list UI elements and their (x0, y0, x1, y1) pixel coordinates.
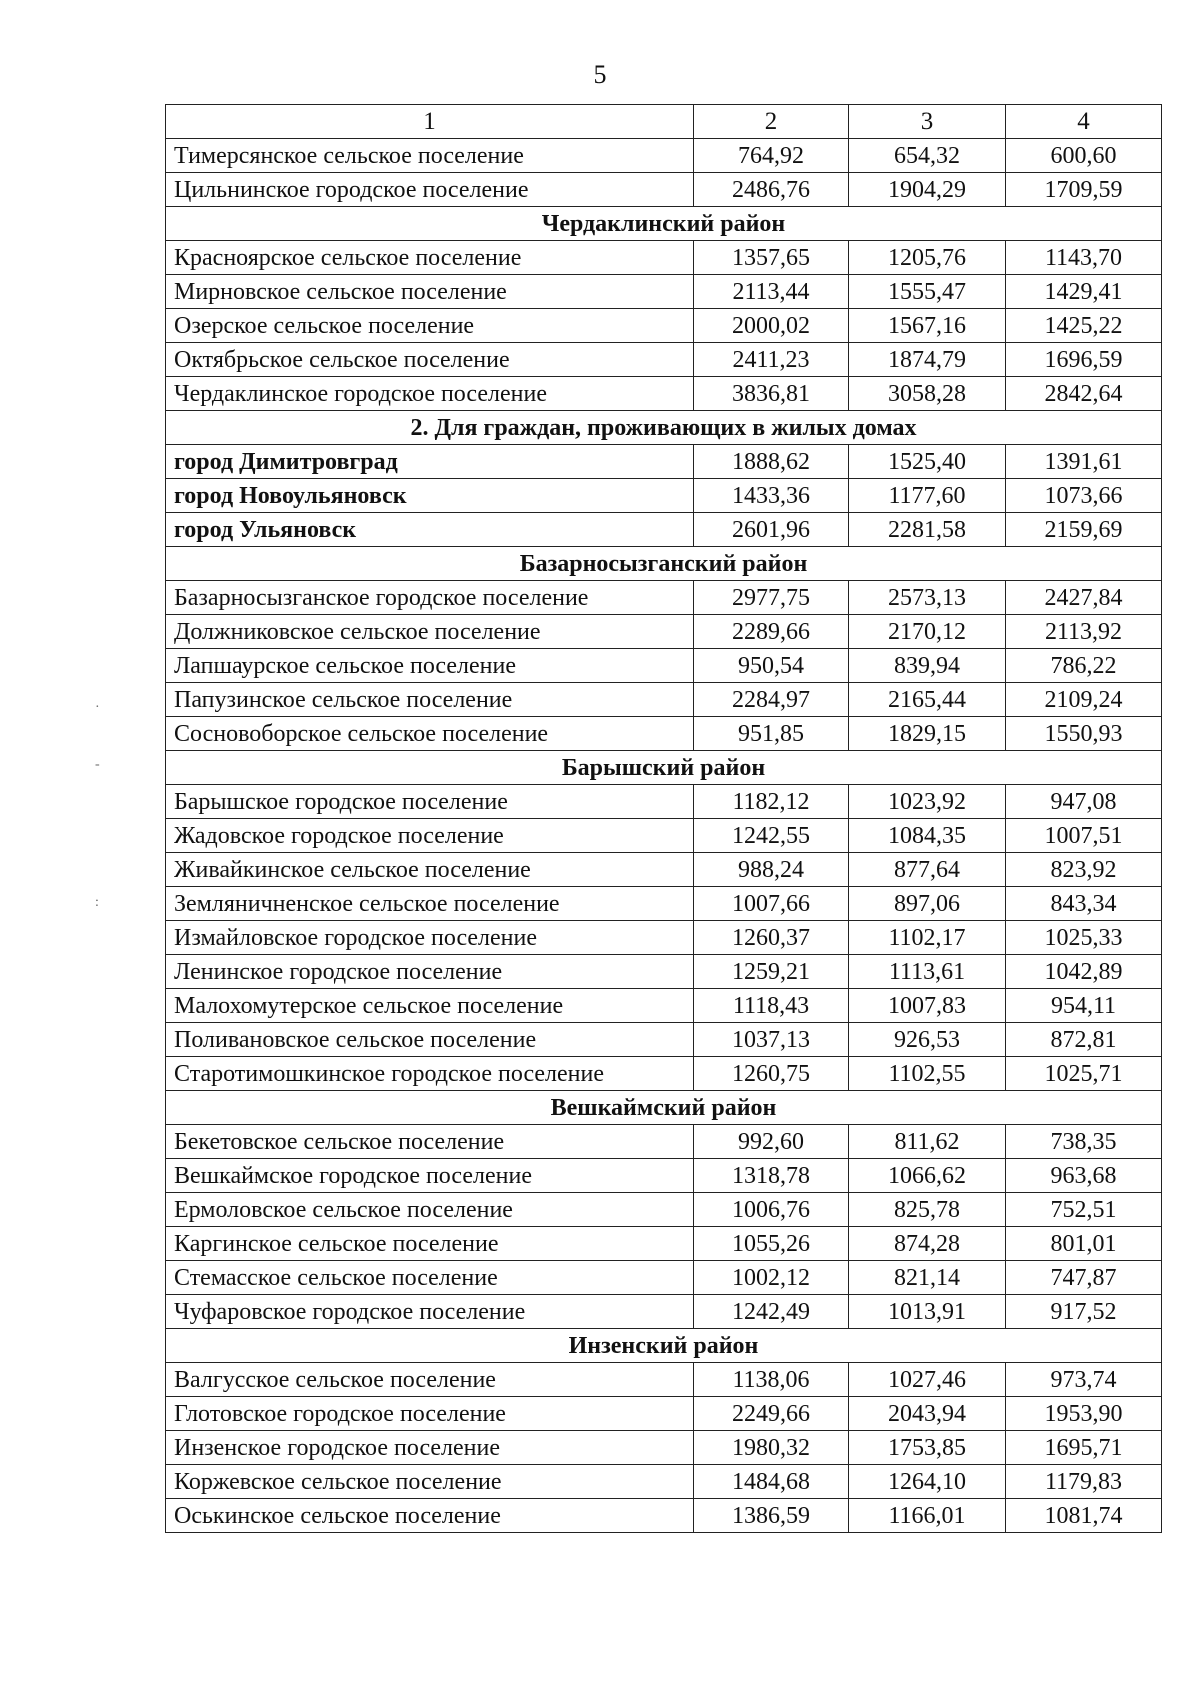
value-cell-col3: 2043,94 (849, 1397, 1006, 1431)
value-cell-col3: 1102,17 (849, 921, 1006, 955)
value-cell-col4: 1025,33 (1006, 921, 1162, 955)
settlement-name: Цильнинское городское поселение (166, 173, 694, 207)
value-cell-col2: 1138,06 (694, 1363, 849, 1397)
settlement-name: Барышское городское поселение (166, 785, 694, 819)
header-cell: 2 (694, 105, 849, 139)
table-row (166, 649, 1162, 683)
table-row (166, 1465, 1162, 1499)
settlement-name: Мирновское сельское поселение (166, 275, 694, 309)
table-row (166, 1193, 1162, 1227)
value-cell-col2: 1182,12 (694, 785, 849, 819)
value-cell-col3: 1904,29 (849, 173, 1006, 207)
table-row (166, 479, 1162, 513)
value-cell-col4: 1695,71 (1006, 1431, 1162, 1465)
value-cell-col3: 1113,61 (849, 955, 1006, 989)
value-cell-col3: 2281,58 (849, 513, 1006, 547)
settlement-name: Папузинское сельское поселение (166, 683, 694, 717)
value-cell-col2: 1037,13 (694, 1023, 849, 1057)
tariff-table (165, 104, 1162, 1533)
value-cell-col2: 2977,75 (694, 581, 849, 615)
value-cell-col4: 1143,70 (1006, 241, 1162, 275)
settlement-name: Ермоловское сельское поселение (166, 1193, 694, 1227)
table-row (166, 819, 1162, 853)
value-cell-col4: 973,74 (1006, 1363, 1162, 1397)
value-cell-col2: 988,24 (694, 853, 849, 887)
value-cell-col2: 2249,66 (694, 1397, 849, 1431)
settlement-name: Озерское сельское поселение (166, 309, 694, 343)
value-cell-col2: 2486,76 (694, 173, 849, 207)
value-cell-col4: 1425,22 (1006, 309, 1162, 343)
value-cell-col4: 747,87 (1006, 1261, 1162, 1295)
value-cell-col2: 1260,75 (694, 1057, 849, 1091)
value-cell-col3: 1102,55 (849, 1057, 1006, 1091)
value-cell-col2: 950,54 (694, 649, 849, 683)
table-row (166, 309, 1162, 343)
table-row (166, 445, 1162, 479)
section-title: Базарносызганский район (166, 547, 1162, 581)
value-cell-col3: 2573,13 (849, 581, 1006, 615)
value-cell-col3: 874,28 (849, 1227, 1006, 1261)
value-cell-col3: 1264,10 (849, 1465, 1006, 1499)
value-cell-col4: 1709,59 (1006, 173, 1162, 207)
value-cell-col2: 2289,66 (694, 615, 849, 649)
value-cell-col2: 3836,81 (694, 377, 849, 411)
settlement-name: город Ульяновск (166, 513, 694, 547)
table-row (166, 173, 1162, 207)
section-title: Вешкаймский район (166, 1091, 1162, 1125)
value-cell-col3: 1874,79 (849, 343, 1006, 377)
table-header-row (166, 105, 1162, 139)
table-row (166, 343, 1162, 377)
value-cell-col2: 992,60 (694, 1125, 849, 1159)
value-cell-col2: 1318,78 (694, 1159, 849, 1193)
scan-artifact: - (95, 757, 100, 772)
header-cell: 1 (166, 105, 694, 139)
value-cell-col2: 951,85 (694, 717, 849, 751)
value-cell-col3: 1066,62 (849, 1159, 1006, 1193)
value-cell-col2: 2284,97 (694, 683, 849, 717)
settlement-name: Ленинское городское поселение (166, 955, 694, 989)
settlement-name: Тимерсянское сельское поселение (166, 139, 694, 173)
section-title: 2. Для граждан, проживающих в жилых домах (166, 411, 1162, 445)
table-row (166, 275, 1162, 309)
section-row (166, 1329, 1162, 1363)
value-cell-col2: 1242,49 (694, 1295, 849, 1329)
value-cell-col3: 1567,16 (849, 309, 1006, 343)
settlement-name: Инзенское городское поселение (166, 1431, 694, 1465)
table-row (166, 989, 1162, 1023)
table-row (166, 955, 1162, 989)
value-cell-col2: 1259,21 (694, 955, 849, 989)
value-cell-col3: 1013,91 (849, 1295, 1006, 1329)
value-cell-col3: 1084,35 (849, 819, 1006, 853)
value-cell-col4: 2842,64 (1006, 377, 1162, 411)
value-cell-col4: 600,60 (1006, 139, 1162, 173)
value-cell-col2: 1260,37 (694, 921, 849, 955)
settlement-name: Каргинское сельское поселение (166, 1227, 694, 1261)
value-cell-col4: 752,51 (1006, 1193, 1162, 1227)
value-cell-col4: 843,34 (1006, 887, 1162, 921)
value-cell-col2: 1484,68 (694, 1465, 849, 1499)
value-cell-col2: 1242,55 (694, 819, 849, 853)
value-cell-col2: 1006,76 (694, 1193, 849, 1227)
settlement-name: Стемасское сельское поселение (166, 1261, 694, 1295)
table-row (166, 1363, 1162, 1397)
settlement-name: Октябрьское сельское поселение (166, 343, 694, 377)
value-cell-col4: 1073,66 (1006, 479, 1162, 513)
settlement-name: город Новоульяновск (166, 479, 694, 513)
settlement-name: Вешкаймское городское поселение (166, 1159, 694, 1193)
section-row (166, 1091, 1162, 1125)
section-title: Инзенский район (166, 1329, 1162, 1363)
settlement-name: Поливановское сельское поселение (166, 1023, 694, 1057)
value-cell-col4: 801,01 (1006, 1227, 1162, 1261)
value-cell-col2: 1980,32 (694, 1431, 849, 1465)
page-number: 5 (593, 60, 607, 89)
header-cell: 3 (849, 105, 1006, 139)
value-cell-col4: 1429,41 (1006, 275, 1162, 309)
value-cell-col3: 1205,76 (849, 241, 1006, 275)
value-cell-col4: 2113,92 (1006, 615, 1162, 649)
table-row (166, 1023, 1162, 1057)
value-cell-col3: 926,53 (849, 1023, 1006, 1057)
section-row (166, 207, 1162, 241)
settlement-name: Малохомутерское сельское поселение (166, 989, 694, 1023)
value-cell-col3: 3058,28 (849, 377, 1006, 411)
value-cell-col3: 1166,01 (849, 1499, 1006, 1533)
table-row (166, 1431, 1162, 1465)
table-row (166, 717, 1162, 751)
table-row (166, 1295, 1162, 1329)
table-row (166, 1261, 1162, 1295)
value-cell-col2: 2113,44 (694, 275, 849, 309)
value-cell-col4: 1550,93 (1006, 717, 1162, 751)
value-cell-col2: 2000,02 (694, 309, 849, 343)
value-cell-col2: 1357,65 (694, 241, 849, 275)
section-row (166, 751, 1162, 785)
value-cell-col4: 823,92 (1006, 853, 1162, 887)
settlement-name: Валгусское сельское поселение (166, 1363, 694, 1397)
value-cell-col3: 2170,12 (849, 615, 1006, 649)
table-row (166, 853, 1162, 887)
value-cell-col2: 764,92 (694, 139, 849, 173)
value-cell-col2: 1002,12 (694, 1261, 849, 1295)
value-cell-col3: 1027,46 (849, 1363, 1006, 1397)
value-cell-col3: 1177,60 (849, 479, 1006, 513)
table-row (166, 1159, 1162, 1193)
value-cell-col4: 1391,61 (1006, 445, 1162, 479)
value-cell-col4: 947,08 (1006, 785, 1162, 819)
table-row (166, 921, 1162, 955)
section-row (166, 547, 1162, 581)
table-row (166, 1057, 1162, 1091)
section-title: Барышский район (166, 751, 1162, 785)
value-cell-col4: 1081,74 (1006, 1499, 1162, 1533)
value-cell-col4: 2109,24 (1006, 683, 1162, 717)
settlement-name: Базарносызганское городское поселение (166, 581, 694, 615)
settlement-name: Измайловское городское поселение (166, 921, 694, 955)
value-cell-col3: 654,32 (849, 139, 1006, 173)
scan-artifact: : (95, 895, 99, 910)
value-cell-col2: 2411,23 (694, 343, 849, 377)
value-cell-col2: 1888,62 (694, 445, 849, 479)
value-cell-col2: 1007,66 (694, 887, 849, 921)
settlement-name: Глотовское городское поселение (166, 1397, 694, 1431)
value-cell-col3: 825,78 (849, 1193, 1006, 1227)
settlement-name: Красноярское сельское поселение (166, 241, 694, 275)
value-cell-col4: 917,52 (1006, 1295, 1162, 1329)
value-cell-col4: 872,81 (1006, 1023, 1162, 1057)
value-cell-col4: 1696,59 (1006, 343, 1162, 377)
section-title: Чердаклинский район (166, 207, 1162, 241)
table-row (166, 1499, 1162, 1533)
value-cell-col4: 1025,71 (1006, 1057, 1162, 1091)
value-cell-col4: 786,22 (1006, 649, 1162, 683)
table-row (166, 513, 1162, 547)
value-cell-col4: 1179,83 (1006, 1465, 1162, 1499)
settlement-name: Коржевское сельское поселение (166, 1465, 694, 1499)
table-row (166, 377, 1162, 411)
value-cell-col3: 821,14 (849, 1261, 1006, 1295)
table-row (166, 241, 1162, 275)
value-cell-col3: 1829,15 (849, 717, 1006, 751)
value-cell-col3: 897,06 (849, 887, 1006, 921)
table-row (166, 1227, 1162, 1261)
value-cell-col2: 1055,26 (694, 1227, 849, 1261)
value-cell-col3: 839,94 (849, 649, 1006, 683)
settlement-name: Бекетовское сельское поселение (166, 1125, 694, 1159)
settlement-name: Чуфаровское городское поселение (166, 1295, 694, 1329)
table-row (166, 581, 1162, 615)
settlement-name: Сосновоборское сельское поселение (166, 717, 694, 751)
table-row (166, 785, 1162, 819)
table-row (166, 887, 1162, 921)
table-row (166, 1397, 1162, 1431)
settlement-name: Оськинское сельское поселение (166, 1499, 694, 1533)
value-cell-col3: 877,64 (849, 853, 1006, 887)
value-cell-col4: 2427,84 (1006, 581, 1162, 615)
value-cell-col4: 954,11 (1006, 989, 1162, 1023)
settlement-name: город Димитровград (166, 445, 694, 479)
settlement-name: Земляничненское сельское поселение (166, 887, 694, 921)
settlement-name: Старотимошкинское городское поселение (166, 1057, 694, 1091)
value-cell-col3: 1753,85 (849, 1431, 1006, 1465)
value-cell-col2: 1386,59 (694, 1499, 849, 1533)
value-cell-col4: 1953,90 (1006, 1397, 1162, 1431)
table-row (166, 1125, 1162, 1159)
settlement-name: Лапшаурское сельское поселение (166, 649, 694, 683)
table-row (166, 683, 1162, 717)
header-cell: 4 (1006, 105, 1162, 139)
value-cell-col4: 1007,51 (1006, 819, 1162, 853)
value-cell-col4: 963,68 (1006, 1159, 1162, 1193)
value-cell-col3: 1023,92 (849, 785, 1006, 819)
value-cell-col3: 1007,83 (849, 989, 1006, 1023)
settlement-name: Жадовское городское поселение (166, 819, 694, 853)
value-cell-col3: 2165,44 (849, 683, 1006, 717)
value-cell-col3: 1525,40 (849, 445, 1006, 479)
table-row (166, 615, 1162, 649)
scan-artifact: · (95, 700, 100, 715)
value-cell-col2: 1118,43 (694, 989, 849, 1023)
value-cell-col4: 1042,89 (1006, 955, 1162, 989)
value-cell-col3: 811,62 (849, 1125, 1006, 1159)
settlement-name: Живайкинское сельское поселение (166, 853, 694, 887)
table-row (166, 139, 1162, 173)
value-cell-col2: 1433,36 (694, 479, 849, 513)
value-cell-col4: 738,35 (1006, 1125, 1162, 1159)
section-row (166, 411, 1162, 445)
settlement-name: Чердаклинское городское поселение (166, 377, 694, 411)
settlement-name: Должниковское сельское поселение (166, 615, 694, 649)
value-cell-col2: 2601,96 (694, 513, 849, 547)
value-cell-col3: 1555,47 (849, 275, 1006, 309)
value-cell-col4: 2159,69 (1006, 513, 1162, 547)
